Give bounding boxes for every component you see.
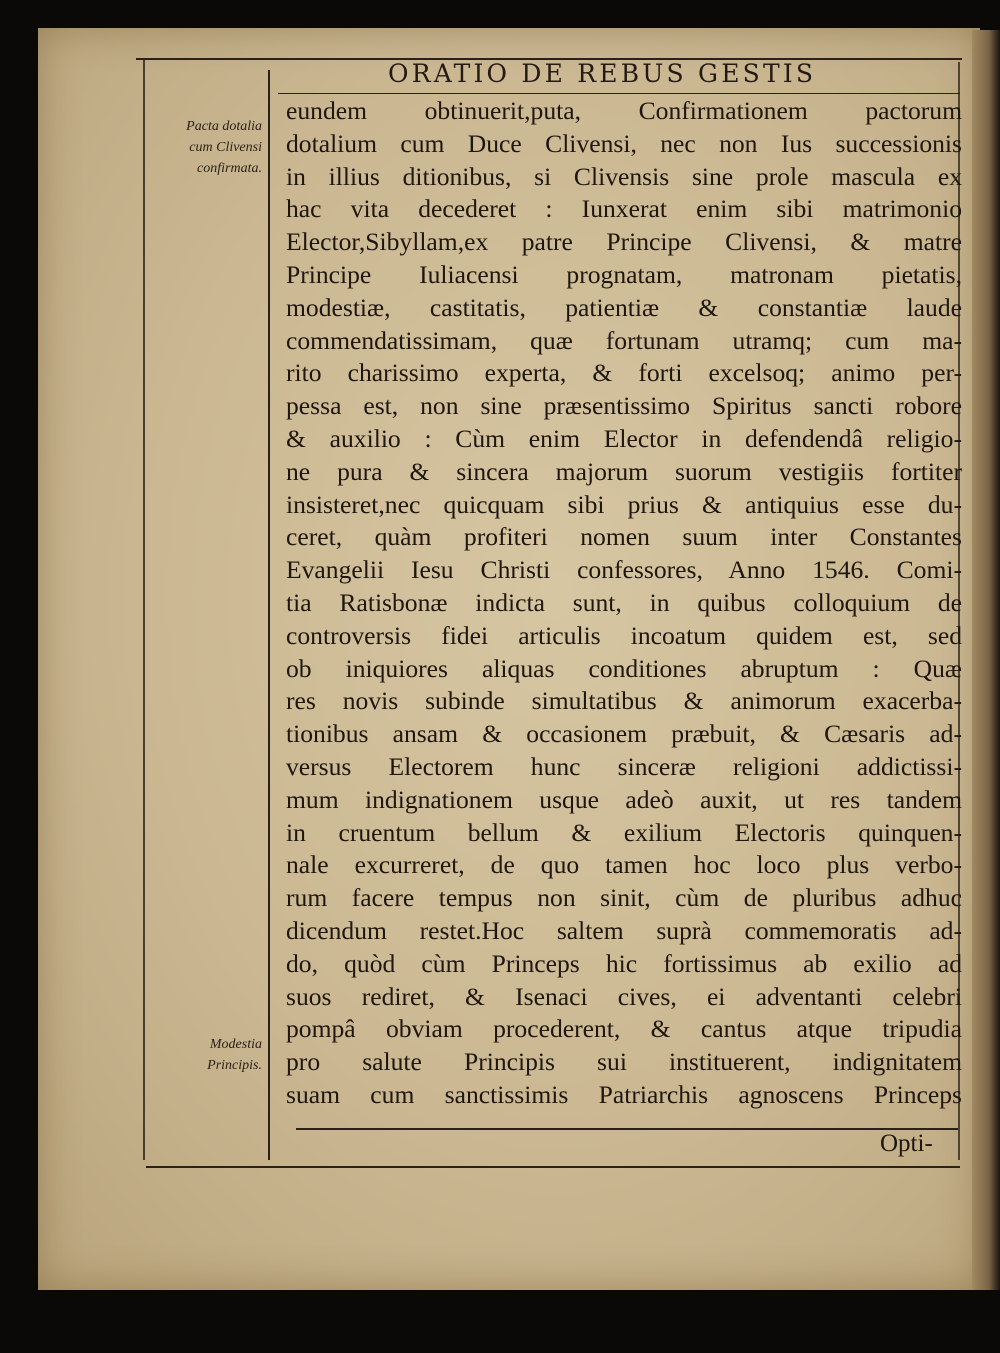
text-line: tia Ratisbonæ indicta sunt, in quibus colloquium de xyxy=(286,587,962,617)
text-line: in cruentum bellum & exilium Electoris quinquen- xyxy=(286,817,962,847)
header-underline xyxy=(278,93,960,94)
text-line: pompâ obviam procederent, & cantus atque tripudia xyxy=(286,1014,962,1044)
catchword: Opti- xyxy=(880,1130,933,1157)
page-edge xyxy=(972,30,1000,1290)
text-line: pro salute Principis sui instituerent, indignitatem xyxy=(286,1047,962,1077)
text-line: in illius ditionibus, si Clivensis sine prole mascula ex xyxy=(286,161,962,191)
text-line: insisteret,nec quicquam sibi prius & antiquius esse du- xyxy=(286,489,962,519)
margin-note-pacta xyxy=(140,116,262,179)
margin-note-line: Pacta dotalia xyxy=(186,119,262,134)
text-line: tionibus ansam & occasionem præbuit, & Cæsaris ad- xyxy=(286,719,962,749)
body-text xyxy=(286,95,962,1112)
margin-note-line: Modestia xyxy=(209,1037,262,1052)
margin-note-line: cum Clivensi xyxy=(189,140,262,155)
text-line: suam cum sanctissimis Patriarchis agnoscens Princeps xyxy=(286,1079,962,1109)
text-line: eundem obtinuerit,puta, Confirmationem pactorum xyxy=(286,96,962,125)
text-line: res novis subinde simultatibus & animorum exacerba- xyxy=(286,686,962,716)
margin-note-line: confirmata. xyxy=(197,161,262,176)
text-line: suos rediret, & Isenaci cives, ei adventanti celebri xyxy=(286,981,962,1011)
text-line: mum indignationem usque adeò auxit, ut res tandem xyxy=(286,784,962,814)
text-line: rito charissimo experta, & forti excelsoq; animo per- xyxy=(286,358,962,388)
text-line: versus Electorem hunc sinceræ religioni addictissi- xyxy=(286,751,962,781)
text-line: ne pura & sincera majorum suorum vestigiis fortiter xyxy=(286,456,962,486)
text-line: Evangelii Iesu Christi confessores, Anno 1546. Comi- xyxy=(286,555,962,585)
text-line: pessa est, non sine præsentissimo Spiritus sancti robore xyxy=(286,391,962,421)
running-title: ORATIO DE REBUS GESTIS xyxy=(388,59,817,88)
bottom-rule xyxy=(146,1166,960,1168)
text-line: dotalium cum Duce Clivensi, nec non Ius successionis xyxy=(286,128,962,158)
text-line: Elector,Sibyllam,ex patre Principe Clivensi, & matre xyxy=(286,227,962,257)
text-line: rum facere tempus non sinit, cùm de pluribus adhuc xyxy=(286,883,962,913)
text-line: hac vita decederet : Iunxerat enim sibi matrimonio xyxy=(286,194,962,224)
text-line: ob iniquiores aliquas conditiones abruptum : Quæ xyxy=(286,653,962,683)
left-column-rule xyxy=(143,60,145,1160)
text-line: controversis fidei articulis incoatum quidem est, sed xyxy=(286,620,962,650)
text-line: ceret, quàm profiteri nomen suum inter Constantes xyxy=(286,522,962,552)
margin-column-rule xyxy=(268,70,270,1160)
text-line: commendatissimam, quæ fortunam utramq; cum ma- xyxy=(286,325,962,355)
bottom-text-rule xyxy=(296,1128,958,1130)
text-line: nale excurreret, de quo tamen hoc loco plus verbo- xyxy=(286,850,962,880)
text-line: Principe Iuliacensi prognatam, matronam pietatis, xyxy=(286,259,962,289)
text-line: do, quòd cùm Princeps hic fortissimus ab exilio ad xyxy=(286,948,962,978)
text-line: modestiæ, castitatis, patientiæ & constantiæ laude xyxy=(286,292,962,322)
text-line: dicendum restet.Hoc saltem suprà commemoratis ad- xyxy=(286,915,962,945)
margin-note-modestia xyxy=(150,1034,262,1076)
text-line: & auxilio : Cùm enim Elector in defendendâ religio- xyxy=(286,423,962,453)
margin-note-line: Principis. xyxy=(207,1058,262,1073)
